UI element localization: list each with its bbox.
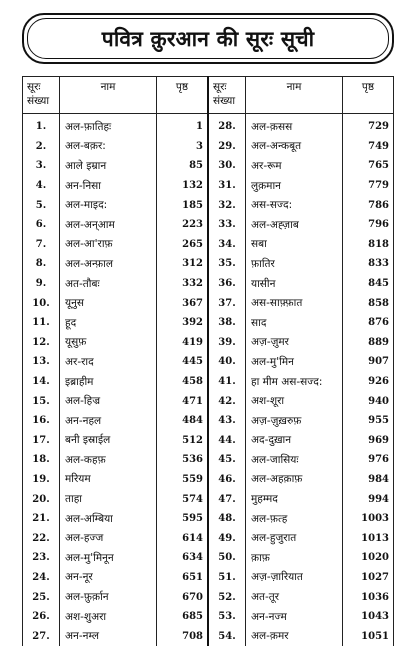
surah-number: 21. (23, 509, 60, 529)
page-number: 765 (343, 156, 394, 176)
surah-number: 33. (208, 215, 246, 235)
surah-number: 17. (23, 431, 60, 451)
page-number: 419 (157, 333, 209, 353)
surah-number: 15. (23, 391, 60, 411)
table-row (23, 215, 394, 235)
surah-number: 14. (23, 372, 60, 392)
page-number: 1027 (343, 568, 394, 588)
header-page: पृष्ठ (157, 77, 209, 114)
table-row (23, 372, 394, 392)
surah-number: 19. (23, 470, 60, 490)
surah-name: अल-अम्बिया (60, 509, 157, 529)
surah-name: हूद (60, 313, 157, 333)
page-number: 796 (343, 215, 394, 235)
surah-number: 12. (23, 333, 60, 353)
table-row (23, 391, 394, 411)
surah-name: साद (246, 313, 343, 333)
surah-number: 39. (208, 333, 246, 353)
surah-number: 38. (208, 313, 246, 333)
surah-name: आले इम्रान (60, 156, 157, 176)
surah-name: अल-कहफ़ (60, 450, 157, 470)
page-number: 1013 (343, 528, 394, 548)
page-number: 976 (343, 450, 394, 470)
surah-name: अन-नूर (60, 568, 157, 588)
surah-number: 47. (208, 489, 246, 509)
surah-name: अज़-ज़ारियात (246, 568, 343, 588)
surah-number: 25. (23, 587, 60, 607)
surah-name: अद-दुख़ान (246, 431, 343, 451)
header-page-right: पृष्ठ (343, 77, 394, 114)
page-number: 132 (157, 176, 209, 196)
table-row (23, 235, 394, 255)
surah-name: हा मीम अस-सज्द: (246, 372, 343, 392)
surah-name: यासीन (246, 274, 343, 294)
page-number: 969 (343, 431, 394, 451)
surah-name: अश-शुअरा (60, 607, 157, 627)
surah-name: अल-अन्कबूत (246, 137, 343, 157)
page-number: 889 (343, 333, 394, 353)
surah-name: अल-क़मर (246, 626, 343, 646)
table-row (23, 333, 394, 353)
surah-name: अस-साफ़्फ़ात (246, 293, 343, 313)
surah-number: 32. (208, 195, 246, 215)
surah-number: 7. (23, 235, 60, 255)
page-number: 907 (343, 352, 394, 372)
surah-name: अल-मु'मिनून (60, 548, 157, 568)
table-row (23, 254, 394, 274)
header-number-right (208, 77, 246, 114)
page-number: 574 (157, 489, 209, 509)
surah-number: 52. (208, 587, 246, 607)
surah-number: 30. (208, 156, 246, 176)
page-number: 1043 (343, 607, 394, 627)
table-row (23, 411, 394, 431)
table-row (23, 156, 394, 176)
surah-number: 35. (208, 254, 246, 274)
page-number: 994 (343, 489, 394, 509)
page-number: 955 (343, 411, 394, 431)
surah-number: 20. (23, 489, 60, 509)
surah-name: अज़-ज़ुख़रुफ़ (246, 411, 343, 431)
header-name-right: नाम (246, 77, 343, 114)
surah-name: अल-अन्फ़ाल (60, 254, 157, 274)
surah-name: यूनुस (60, 293, 157, 313)
surah-name: मुहम्मद (246, 489, 343, 509)
surah-number: 6. (23, 215, 60, 235)
page-number: 708 (157, 626, 209, 646)
page-number: 1020 (343, 548, 394, 568)
surah-number: 36. (208, 274, 246, 294)
surah-name: अन-नम्ल (60, 626, 157, 646)
surah-number: 49. (208, 528, 246, 548)
page-number: 940 (343, 391, 394, 411)
page-number: 818 (343, 235, 394, 255)
page-number: 1036 (343, 587, 394, 607)
surah-number: 44. (208, 431, 246, 451)
surah-number: 31. (208, 176, 246, 196)
page-number: 634 (157, 548, 209, 568)
page-number: 651 (157, 568, 209, 588)
page-number: 685 (157, 607, 209, 627)
page-number: 926 (343, 372, 394, 392)
table-row (23, 274, 394, 294)
surah-number: 43. (208, 411, 246, 431)
page-number: 595 (157, 509, 209, 529)
table-header-row (23, 77, 394, 114)
surah-number: 48. (208, 509, 246, 529)
table-row (23, 548, 394, 568)
surah-name: अल-बक़र: (60, 137, 157, 157)
page-number: 833 (343, 254, 394, 274)
surah-number: 10. (23, 293, 60, 313)
surah-number: 40. (208, 352, 246, 372)
surah-number: 53. (208, 607, 246, 627)
surah-name: अल-अहक़ाफ़ (246, 470, 343, 490)
surah-name: क़ाफ़ (246, 548, 343, 568)
surah-name: फ़ातिर (246, 254, 343, 274)
page-number: 332 (157, 274, 209, 294)
surah-name: ताहा (60, 489, 157, 509)
table-row (23, 313, 394, 333)
page-number: 1 (157, 114, 209, 137)
table-row (23, 489, 394, 509)
surah-name: अज़-ज़ुमर (246, 333, 343, 353)
table-row (23, 607, 394, 627)
surah-name: अल-आ'राफ़ (60, 235, 157, 255)
page-number: 845 (343, 274, 394, 294)
table-row (23, 195, 394, 215)
surah-name: अन-नज्म (246, 607, 343, 627)
table-row (23, 431, 394, 451)
surah-name: अत-तौबः (60, 274, 157, 294)
surah-number: 41. (208, 372, 246, 392)
surah-number: 9. (23, 274, 60, 294)
surah-number: 51. (208, 568, 246, 588)
surah-name: अल-माइद: (60, 195, 157, 215)
table-row (23, 587, 394, 607)
page-number: 1003 (343, 509, 394, 529)
surah-name: अल-जासियः (246, 450, 343, 470)
surah-number: 8. (23, 254, 60, 274)
table-row (23, 114, 394, 137)
surah-number: 5. (23, 195, 60, 215)
page-number: 559 (157, 470, 209, 490)
surah-name: अल-हिज्र (60, 391, 157, 411)
table-row (23, 568, 394, 588)
page-number: 1051 (343, 626, 394, 646)
page-number: 779 (343, 176, 394, 196)
table-row (23, 293, 394, 313)
surah-name: सबा (246, 235, 343, 255)
page-number: 536 (157, 450, 209, 470)
page-number: 858 (343, 293, 394, 313)
surah-name: अल-हुजुरात (246, 528, 343, 548)
surah-number: 2. (23, 137, 60, 157)
surah-number: 46. (208, 470, 246, 490)
header-number-right-line2: संख्या (213, 95, 236, 107)
surah-number: 34. (208, 235, 246, 255)
title-frame (22, 13, 394, 64)
page-number: 484 (157, 411, 209, 431)
page-title: पवित्र क़ुरआन की सूरः सूची (101, 26, 315, 51)
page-number: 471 (157, 391, 209, 411)
page-number: 984 (343, 470, 394, 490)
table-row (23, 528, 394, 548)
header-name: नाम (60, 77, 157, 114)
page-number: 185 (157, 195, 209, 215)
surah-name: अर-रूम (246, 156, 343, 176)
table-row (23, 470, 394, 490)
table-row (23, 450, 394, 470)
surah-number: 4. (23, 176, 60, 196)
page-number: 223 (157, 215, 209, 235)
surah-name: अल-अह्ज़ाब (246, 215, 343, 235)
page-number: 729 (343, 114, 394, 137)
surah-name: अल-फ़ातिहः (60, 114, 157, 137)
header-number-right-line1: सूरः (213, 81, 227, 93)
surah-name: अल-हज्ज (60, 528, 157, 548)
surah-name: यूसुफ़ (60, 333, 157, 353)
surah-number: 16. (23, 411, 60, 431)
surah-name: अल-क़सस (246, 114, 343, 137)
page-number: 614 (157, 528, 209, 548)
header-number (23, 77, 60, 114)
surah-number: 11. (23, 313, 60, 333)
surah-number: 37. (208, 293, 246, 313)
surah-name: इब्राहीम (60, 372, 157, 392)
table-row (23, 352, 394, 372)
surah-index-table (22, 76, 394, 646)
page-number: 786 (343, 195, 394, 215)
surah-number: 54. (208, 626, 246, 646)
page-number: 265 (157, 235, 209, 255)
surah-number: 18. (23, 450, 60, 470)
surah-name: अर-राद (60, 352, 157, 372)
surah-name: अन-नहल (60, 411, 157, 431)
table-row (23, 137, 394, 157)
page-number: 367 (157, 293, 209, 313)
surah-number: 50. (208, 548, 246, 568)
surah-name: मरियम (60, 470, 157, 490)
page-number: 85 (157, 156, 209, 176)
surah-name: अन-निसा (60, 176, 157, 196)
surah-name: अल-अन्आम (60, 215, 157, 235)
page-number: 876 (343, 313, 394, 333)
surah-number: 24. (23, 568, 60, 588)
surah-number: 45. (208, 450, 246, 470)
surah-name: लुक़मान (246, 176, 343, 196)
page-number: 670 (157, 587, 209, 607)
surah-name: अश-शूरा (246, 391, 343, 411)
surah-name: अस-सज्द: (246, 195, 343, 215)
page-number: 3 (157, 137, 209, 157)
table-row (23, 176, 394, 196)
table-row (23, 509, 394, 529)
page-number: 458 (157, 372, 209, 392)
surah-name: अत-तूर (246, 587, 343, 607)
table-row (23, 626, 394, 646)
surah-number: 26. (23, 607, 60, 627)
page-number: 392 (157, 313, 209, 333)
surah-number: 27. (23, 626, 60, 646)
surah-number: 3. (23, 156, 60, 176)
surah-number: 23. (23, 548, 60, 568)
surah-number: 22. (23, 528, 60, 548)
surah-number: 1. (23, 114, 60, 137)
surah-number: 29. (208, 137, 246, 157)
page-number: 312 (157, 254, 209, 274)
surah-number: 42. (208, 391, 246, 411)
surah-name: बनी इस्राईल (60, 431, 157, 451)
header-number-line1: सूरः (27, 81, 41, 93)
page-number: 512 (157, 431, 209, 451)
surah-name: अल-मु'मिन (246, 352, 343, 372)
surah-name: अल-फ़ुर्क़ान (60, 587, 157, 607)
page-number: 445 (157, 352, 209, 372)
surah-number: 28. (208, 114, 246, 137)
header-number-line2: संख्या (27, 95, 50, 107)
page-number: 749 (343, 137, 394, 157)
surah-number: 13. (23, 352, 60, 372)
surah-name: अल-फ़त्ह (246, 509, 343, 529)
